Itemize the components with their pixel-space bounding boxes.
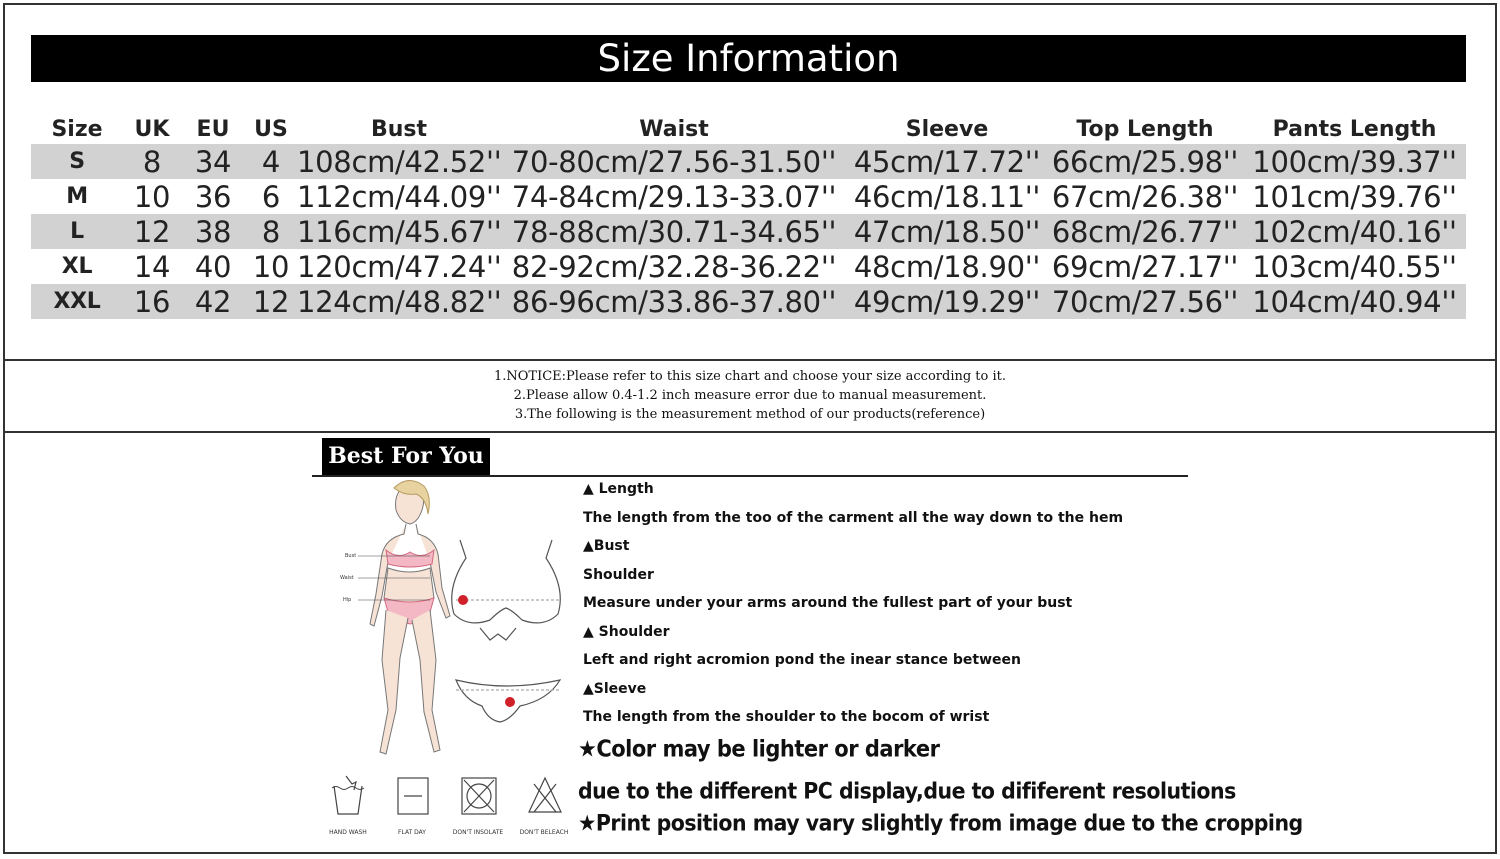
top-length-cell: 69cm/27.17''	[1051, 249, 1239, 284]
instruction-line: Left and right acromion pond the inear stance between	[583, 652, 1021, 668]
header-uk: UK	[134, 117, 170, 142]
waist-label: Waist	[340, 575, 354, 581]
sleeve-cell: 46cm/18.11''	[853, 179, 1041, 214]
print-note: ★Print position may vary slightly from image due to the cropping	[578, 810, 1303, 836]
waist-cell: 78-88cm/30.71-34.65''	[501, 214, 847, 249]
instruction-line: The length from the too of the carment all the way down to the hem	[583, 509, 1124, 526]
table-row	[31, 179, 1466, 214]
uk-cell: 8	[123, 144, 181, 179]
dont-bleach-icon	[524, 774, 564, 820]
sleeve-cell: 47cm/18.50''	[847, 214, 1047, 249]
hand-wash-icon	[328, 774, 368, 820]
uk-cell: 12	[123, 214, 181, 249]
care-label: FLAT DAY	[398, 829, 426, 836]
eu-cell: 38	[181, 214, 245, 249]
size-cell: M	[66, 184, 88, 209]
header-eu: EU	[196, 117, 230, 142]
notice-line: 2.Please allow 0.4-1.2 inch measure error due to manual measurement.	[513, 388, 987, 403]
instruction-line: ▲ Length	[583, 481, 654, 497]
instruction-line: ▲Sleeve	[583, 680, 647, 697]
measurement-instructions	[583, 479, 1203, 736]
waist-cell: 86-96cm/33.86-37.80''	[501, 284, 847, 319]
us-cell: 10	[252, 249, 290, 284]
instruction-line: ▲Bust	[583, 538, 630, 554]
uk-cell: 14	[133, 249, 171, 284]
table-row	[31, 284, 1466, 319]
us-cell: 6	[261, 179, 281, 214]
waist-cell: 82-92cm/32.28-36.22''	[511, 249, 837, 284]
measurement-figure	[330, 478, 580, 768]
pants-length-cell: 102cm/40.16''	[1243, 214, 1466, 249]
table-row	[31, 249, 1466, 284]
pants-length-cell: 104cm/40.94''	[1243, 284, 1466, 319]
care-label: DON'T INSOLATE	[452, 829, 504, 836]
header-us: US	[254, 117, 288, 142]
eu-cell: 42	[181, 284, 245, 319]
size-cell: XL	[61, 254, 93, 279]
header-pants-length: Pants Length	[1272, 117, 1437, 142]
eu-cell: 36	[194, 179, 232, 214]
care-item-dont-insolate	[448, 774, 508, 836]
bust-cell: 120cm/47.24''	[297, 249, 502, 284]
header-sleeve: Sleeve	[905, 117, 989, 142]
top-length-cell: 67cm/26.38''	[1051, 179, 1239, 214]
size-cell: S	[31, 144, 123, 179]
care-label: HAND WASH	[329, 829, 367, 836]
size-cell: XXL	[31, 284, 123, 319]
bust-cell: 108cm/42.52''	[297, 144, 502, 179]
section-divider	[312, 475, 1188, 477]
top-length-cell: 68cm/26.77''	[1047, 214, 1243, 249]
bikini-top-icon	[452, 540, 561, 640]
eu-cell: 40	[194, 249, 232, 284]
care-item-flat-dry	[382, 774, 442, 836]
uk-cell: 16	[123, 284, 181, 319]
bust-cell: 124cm/48.82''	[297, 284, 502, 319]
waist-cell: 74-84cm/29.13-33.07''	[511, 179, 837, 214]
model-figure-icon	[370, 480, 450, 754]
bust-cell: 112cm/44.09''	[297, 179, 502, 214]
pants-length-cell: 103cm/40.55''	[1252, 249, 1457, 284]
hip-marker-icon	[505, 697, 515, 707]
header-waist: Waist	[639, 117, 709, 142]
table-row	[31, 214, 1466, 249]
eu-cell: 34	[181, 144, 245, 179]
instruction-line: ▲ Shoulder	[583, 623, 670, 640]
instruction-line: Measure under your arms around the fullest part of your bust	[583, 595, 1073, 611]
bust-cell: 116cm/45.67''	[297, 214, 502, 249]
care-item-dont-bleach	[514, 774, 574, 836]
hip-label: Hip	[343, 597, 352, 603]
care-label: DON'T BELEACH	[519, 829, 569, 836]
notice-list	[0, 367, 1500, 424]
color-note: ★Color may be lighter or darker	[578, 736, 940, 762]
table-header-row	[31, 108, 1466, 144]
sleeve-cell: 45cm/17.72''	[847, 144, 1047, 179]
bust-marker-icon	[458, 595, 468, 605]
waist-cell: 70-80cm/27.56-31.50''	[501, 144, 847, 179]
care-item-hand-wash	[318, 774, 378, 836]
us-cell: 4	[245, 144, 297, 179]
sleeve-cell: 49cm/19.29''	[847, 284, 1047, 319]
pants-length-cell: 100cm/39.37''	[1243, 144, 1466, 179]
us-cell: 8	[245, 214, 297, 249]
dont-insolate-icon	[458, 774, 498, 820]
display-note: due to the different PC display,due to dififerent resolutions	[578, 778, 1236, 804]
best-for-you-tab: Best For You	[322, 438, 490, 475]
header-top-length: Top Length	[1076, 117, 1214, 142]
size-table	[31, 108, 1466, 319]
header-size: Size	[51, 117, 103, 142]
size-cell: L	[31, 214, 123, 249]
instruction-line: The length from the shoulder to the bocom of wrist	[583, 709, 990, 725]
flat-dry-icon	[392, 774, 432, 820]
top-length-cell: 70cm/27.56''	[1047, 284, 1243, 319]
bust-label: Bust	[345, 553, 357, 559]
notice-line: 1.NOTICE:Please refer to this size chart and choose your size according to it.	[493, 369, 1006, 384]
uk-cell: 10	[133, 179, 171, 214]
page-title: Size Information	[31, 35, 1466, 82]
instruction-line: Shoulder	[583, 566, 654, 583]
us-cell: 12	[245, 284, 297, 319]
sleeve-cell: 48cm/18.90''	[853, 249, 1041, 284]
header-bust: Bust	[370, 117, 428, 142]
pants-length-cell: 101cm/39.76''	[1252, 179, 1457, 214]
table-row	[31, 144, 1466, 179]
notice-line: 3.The following is the measurement method of our products(reference)	[514, 407, 986, 422]
care-icons	[318, 770, 578, 840]
top-length-cell: 66cm/25.98''	[1047, 144, 1243, 179]
